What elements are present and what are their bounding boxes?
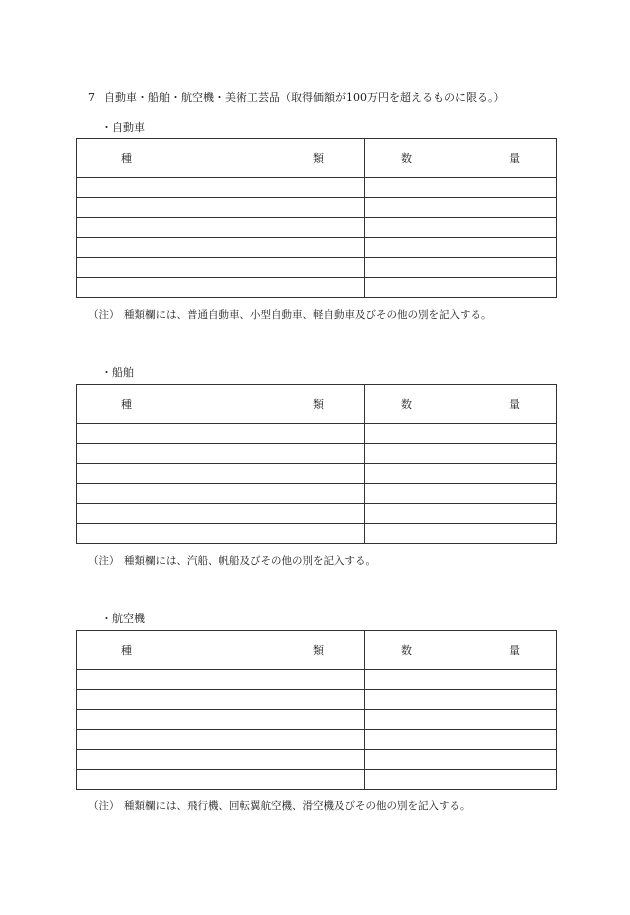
table-row — [77, 178, 557, 198]
table-row — [77, 504, 557, 524]
table-row — [77, 278, 557, 298]
kind-cell[interactable] — [77, 258, 365, 278]
kind-cell[interactable] — [77, 750, 365, 770]
note-ship — [88, 553, 376, 568]
quantity-cell[interactable] — [365, 750, 557, 770]
quantity-cell[interactable] — [365, 524, 557, 544]
table-aircraft — [76, 630, 557, 790]
quantity-cell[interactable] — [365, 504, 557, 524]
table-row — [77, 730, 557, 750]
table-row — [77, 424, 557, 444]
kind-cell[interactable] — [77, 484, 365, 504]
kind-cell[interactable] — [77, 444, 365, 464]
quantity-cell[interactable] — [365, 198, 557, 218]
quantity-cell[interactable] — [365, 484, 557, 504]
subtitle-ship: ・船舶 — [101, 366, 134, 379]
table-row — [77, 218, 557, 238]
kind-cell[interactable] — [77, 504, 365, 524]
kind-cell[interactable] — [77, 710, 365, 730]
table-row — [77, 238, 557, 258]
section-heading — [88, 89, 505, 105]
quantity-cell[interactable] — [365, 670, 557, 690]
subtitle-aircraft: ・航空機 — [101, 612, 145, 625]
table-row — [77, 750, 557, 770]
table-row — [77, 444, 557, 464]
table-row — [77, 770, 557, 790]
kind-cell[interactable] — [77, 524, 365, 544]
kind-cell[interactable] — [77, 178, 365, 198]
kind-cell[interactable] — [77, 198, 365, 218]
quantity-cell[interactable] — [365, 178, 557, 198]
note-text: 種類欄には、普通自動車、小型自動車、軽自動車及びその他の別を記入する。 — [124, 309, 492, 321]
note-label: （注） — [88, 309, 120, 321]
table-row — [77, 484, 557, 504]
note-aircraft — [88, 798, 471, 813]
quantity-cell[interactable] — [365, 464, 557, 484]
kind-cell[interactable] — [77, 770, 365, 790]
quantity-cell[interactable] — [365, 770, 557, 790]
kind-cell[interactable] — [77, 424, 365, 444]
kind-cell[interactable] — [77, 238, 365, 258]
table-row — [77, 464, 557, 484]
header-quantity: 数 量 — [365, 139, 557, 178]
table-row — [77, 670, 557, 690]
kind-cell[interactable] — [77, 278, 365, 298]
note-text: 種類欄には、飛行機、回転翼航空機、滑空機及びその他の別を記入する。 — [124, 800, 471, 812]
quantity-cell[interactable] — [365, 258, 557, 278]
section-number: 7 — [88, 91, 95, 104]
quantity-cell[interactable] — [365, 218, 557, 238]
table-ship — [76, 384, 557, 544]
quantity-cell[interactable] — [365, 690, 557, 710]
quantity-cell[interactable] — [365, 710, 557, 730]
note-label: （注） — [88, 800, 120, 812]
table-header-row — [77, 631, 557, 670]
table-row — [77, 258, 557, 278]
table-row — [77, 710, 557, 730]
table-row — [77, 198, 557, 218]
quantity-cell[interactable] — [365, 278, 557, 298]
table-row — [77, 690, 557, 710]
quantity-cell[interactable] — [365, 424, 557, 444]
table-automobile — [76, 138, 557, 298]
table-row — [77, 524, 557, 544]
kind-cell[interactable] — [77, 218, 365, 238]
header-kind: 種 類 — [77, 139, 365, 178]
kind-cell[interactable] — [77, 730, 365, 750]
kind-cell[interactable] — [77, 690, 365, 710]
table-header-row — [77, 385, 557, 424]
header-kind: 種 類 — [77, 385, 365, 424]
quantity-cell[interactable] — [365, 444, 557, 464]
kind-cell[interactable] — [77, 464, 365, 484]
quantity-cell[interactable] — [365, 238, 557, 258]
header-quantity: 数 量 — [365, 385, 557, 424]
note-automobile — [88, 307, 492, 322]
subtitle-automobile: ・自動車 — [101, 121, 145, 134]
table-header-row — [77, 139, 557, 178]
header-kind: 種 類 — [77, 631, 365, 670]
header-quantity: 数 量 — [365, 631, 557, 670]
quantity-cell[interactable] — [365, 730, 557, 750]
note-label: （注） — [88, 555, 120, 567]
note-text: 種類欄には、汽船、帆船及びその他の別を記入する。 — [124, 555, 376, 567]
kind-cell[interactable] — [77, 670, 365, 690]
section-title: 自動車・船舶・航空機・美術工芸品（取得価額が100万円を超えるものに限る。） — [104, 91, 505, 104]
